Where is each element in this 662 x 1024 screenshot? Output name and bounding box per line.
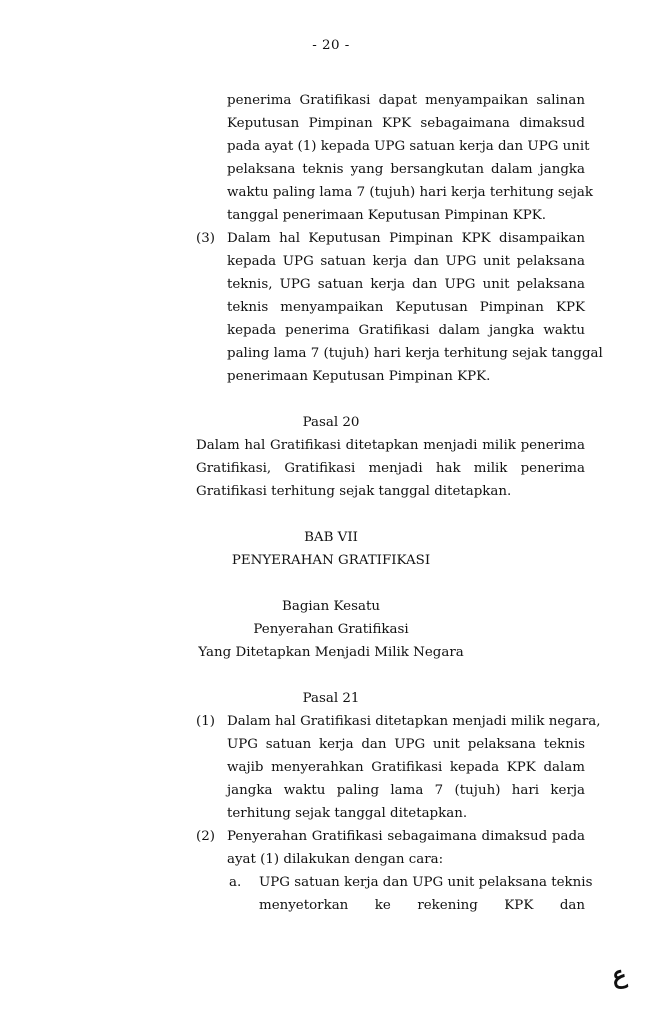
paragraph-line: Penyerahan Gratifikasi sebagaimana dimaksud pada: [227, 829, 585, 844]
paragraph-line: penerima Gratifikasi dapat menyampaikan salinan: [227, 93, 585, 108]
page-number: - 20 -: [312, 38, 350, 53]
paragraph-line: Gratifikasi terhitung sejak tanggal ditetapkan.: [196, 484, 512, 499]
section-title: Yang Ditetapkan Menjadi Milik Negara: [198, 645, 464, 660]
paragraph-line: pelaksana teknis yang bersangkutan dalam jangka: [227, 162, 585, 177]
paragraph-line: kepada penerima Gratifikasi dalam jangka waktu: [227, 323, 585, 338]
item-number: (2): [196, 829, 215, 844]
paragraph-line: kepada UPG satuan kerja dan UPG unit pelaksana: [227, 254, 585, 269]
item-number: (3): [196, 231, 215, 246]
paragraph-line: Keputusan Pimpinan KPK sebagaimana dimaksud: [227, 116, 585, 131]
item-number: (1): [196, 714, 215, 729]
paragraph-line: UPG satuan kerja dan UPG unit pelaksana teknis: [227, 737, 585, 752]
paragraph-line: pada ayat (1) kepada UPG satuan kerja dan UPG unit: [227, 139, 590, 154]
paragraph-line: waktu paling lama 7 (tujuh) hari kerja terhitung sejak: [227, 185, 593, 200]
section-title: Penyerahan Gratifikasi: [253, 622, 409, 637]
paragraph-line: wajib menyerahkan Gratifikasi kepada KPK dalam: [227, 760, 585, 775]
paragraph-line: teknis, UPG satuan kerja dan UPG unit pelaksana: [227, 277, 585, 292]
paragraph-line: paling lama 7 (tujuh) hari kerja terhitung sejak tanggal: [227, 346, 603, 361]
article-heading: Pasal 21: [302, 691, 360, 706]
paragraph-line: menyetorkan ke rekening KPK dan: [259, 898, 585, 913]
article-heading: Pasal 20: [302, 415, 360, 430]
paragraph-line: terhitung sejak tanggal ditetapkan.: [227, 806, 468, 821]
item-letter: a.: [229, 875, 242, 890]
paragraph-line: ayat (1) dilakukan dengan cara:: [227, 852, 444, 867]
paragraph-line: teknis menyampaikan Keputusan Pimpinan KPK: [227, 300, 585, 315]
chapter-number: BAB VII: [304, 530, 358, 545]
handwritten-initial-mark: ع: [610, 959, 629, 990]
paragraph-line: Dalam hal Gratifikasi ditetapkan menjadi milik penerima: [196, 438, 585, 453]
paragraph-line: UPG satuan kerja dan UPG unit pelaksana teknis: [259, 875, 593, 890]
paragraph-line: penerimaan Keputusan Pimpinan KPK.: [227, 369, 491, 384]
chapter-title: PENYERAHAN GRATIFIKASI: [231, 553, 431, 568]
paragraph-line: tanggal penerimaan Keputusan Pimpinan KPK.: [227, 208, 547, 223]
paragraph-line: Dalam hal Gratifikasi ditetapkan menjadi milik negara,: [227, 714, 601, 729]
paragraph-line: Dalam hal Keputusan Pimpinan KPK disampaikan: [227, 231, 585, 246]
paragraph-line: Gratifikasi, Gratifikasi menjadi hak milik penerima: [196, 461, 585, 476]
section-part: Bagian Kesatu: [282, 599, 380, 614]
paragraph-line: jangka waktu paling lama 7 (tujuh) hari kerja: [227, 783, 585, 798]
